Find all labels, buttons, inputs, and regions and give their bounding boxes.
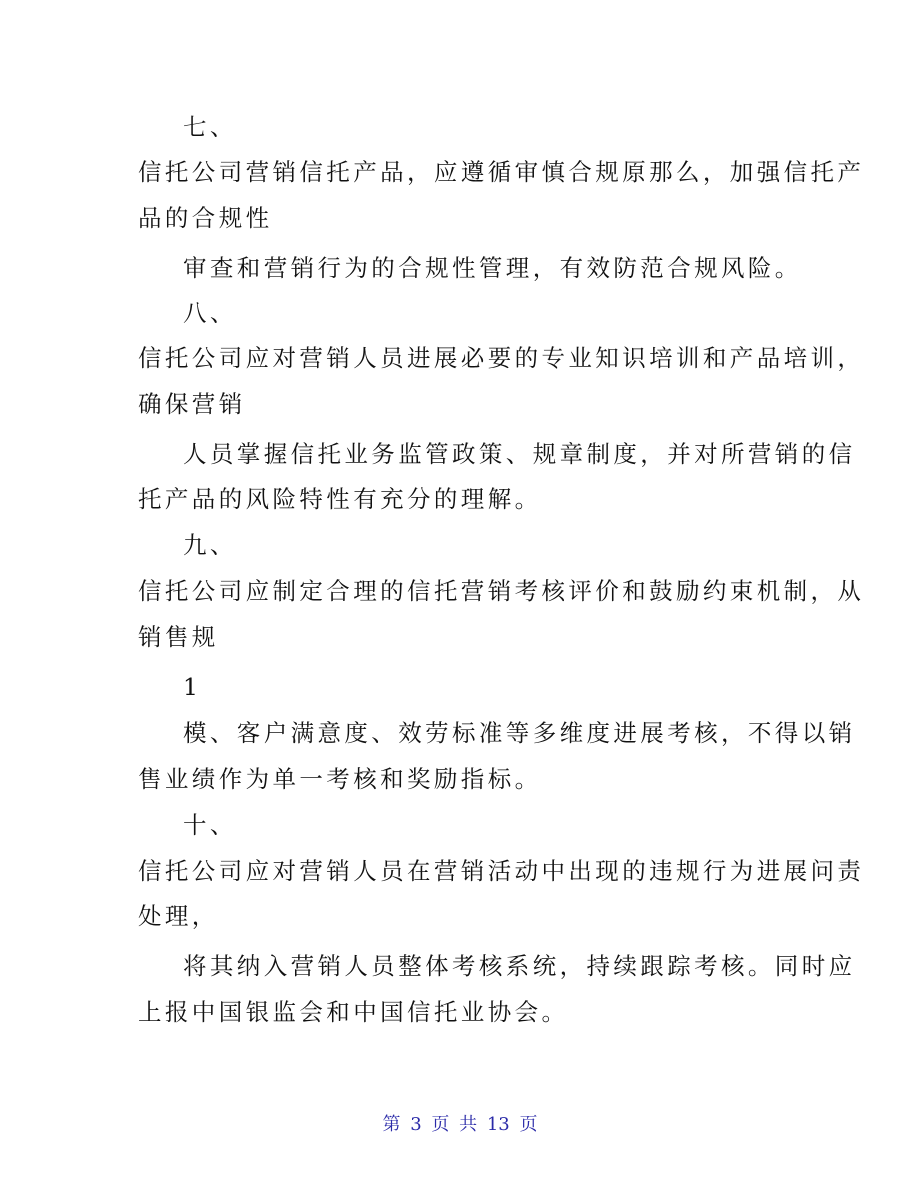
paragraph-line: 处理， (138, 902, 219, 930)
paragraph-line: 品的合规性 (138, 204, 273, 232)
page-number-footer: 第 3 页 共 13 页 (382, 1114, 538, 1135)
section-heading-10: 十、 (183, 811, 237, 839)
paragraph-line: 将其纳入营销人员整体考核系统，持续跟踪考核。同时应 (183, 952, 856, 980)
paragraph-line: 信托公司应对营销人员在营销活动中出现的违规行为进展问责 (138, 857, 865, 885)
paragraph-line: 信托公司应对营销人员进展必要的专业知识培训和产品培训， (138, 344, 865, 372)
paragraph-line: 销售规 (138, 623, 219, 651)
section-heading-9: 九、 (183, 531, 237, 559)
paragraph-line: 信托公司应制定合理的信托营销考核评价和鼓励约束机制，从 (138, 577, 865, 605)
paragraph-line: 模、客户满意度、效劳标准等多维度进展考核，不得以销 (183, 719, 856, 747)
paragraph-line: 1 (183, 673, 202, 701)
paragraph-line: 上报中国银监会和中国信托业协会。 (138, 998, 569, 1026)
paragraph-line: 人员掌握信托业务监管政策、规章制度，并对所营销的信 (183, 440, 856, 468)
paragraph-line: 托产品的风险特性有充分的理解。 (138, 485, 542, 513)
paragraph-line: 信托公司营销信托产品，应遵循审慎合规原那么，加强信托产 (138, 158, 865, 186)
paragraph-line: 确保营销 (138, 390, 246, 418)
paragraph-line: 售业绩作为单一考核和奖励指标。 (138, 765, 542, 793)
paragraph-line: 审查和营销行为的合规性管理，有效防范合规风险。 (183, 254, 802, 282)
section-heading-8: 八、 (183, 299, 237, 327)
section-heading-7: 七、 (183, 113, 237, 141)
